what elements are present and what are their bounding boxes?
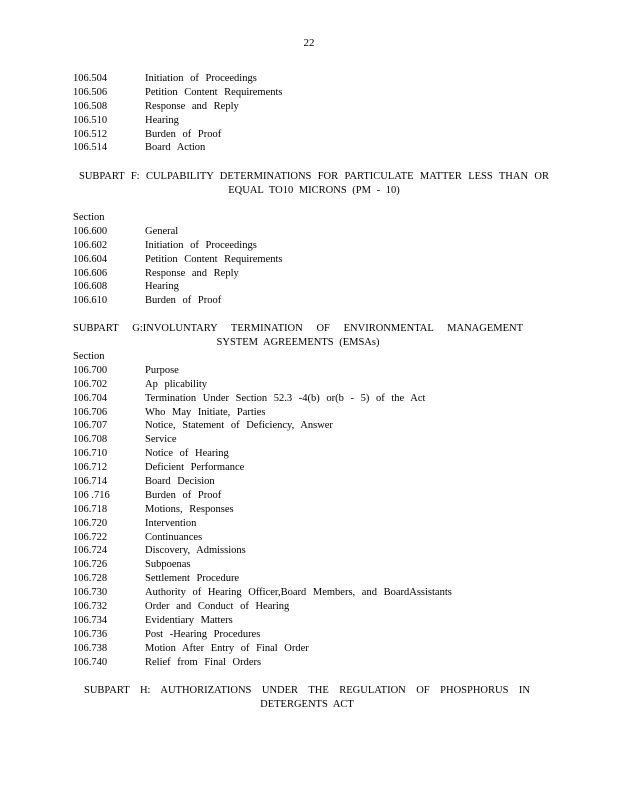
section-title: Relief from Final Orders bbox=[145, 656, 262, 668]
section-title: Authority of Hearing Officer,Board Members, and BoardAssistants bbox=[145, 587, 452, 599]
section-title: Service bbox=[145, 434, 177, 446]
section-title: Ap plicability bbox=[145, 378, 208, 390]
list-item bbox=[73, 419, 553, 433]
section-number: 106.714 bbox=[73, 476, 108, 488]
section-number: 106.506 bbox=[73, 86, 108, 98]
section-number: 106.707 bbox=[73, 420, 108, 432]
page-number: 22 bbox=[303, 37, 315, 49]
section-title: Petition Content Requirements bbox=[145, 86, 283, 98]
list-item bbox=[73, 656, 553, 670]
list-item bbox=[73, 517, 553, 531]
list-item bbox=[73, 503, 553, 517]
section-title: Hearing bbox=[145, 114, 179, 126]
list-item bbox=[73, 141, 553, 155]
section-number: 106 .716 bbox=[73, 489, 110, 501]
section-title: Initiation of Proceedings bbox=[145, 239, 257, 251]
list-item bbox=[73, 572, 553, 586]
section-title: Subpoenas bbox=[145, 559, 191, 571]
list-item bbox=[73, 86, 553, 100]
section-number: 106.600 bbox=[73, 225, 108, 237]
section-number: 106.732 bbox=[73, 601, 108, 613]
list-item bbox=[73, 100, 553, 114]
section-number: 106.720 bbox=[73, 517, 108, 529]
section-number: 106.602 bbox=[73, 239, 108, 251]
section-title: Petition Content Requirements bbox=[145, 253, 283, 265]
list-item bbox=[73, 544, 553, 558]
section-number: 106.512 bbox=[73, 128, 108, 140]
list-item bbox=[73, 489, 553, 503]
list-item bbox=[73, 225, 553, 239]
section-number: 106.710 bbox=[73, 448, 108, 460]
section-title: Settlement Procedure bbox=[145, 573, 240, 585]
section-number: 106.510 bbox=[73, 114, 108, 126]
list-item bbox=[73, 642, 553, 656]
section-title: Burden of Proof bbox=[145, 128, 222, 140]
section-number: 106.736 bbox=[73, 628, 108, 640]
list-item bbox=[73, 239, 553, 253]
list-item bbox=[73, 433, 553, 447]
list-item bbox=[73, 586, 553, 600]
section-number: 106.702 bbox=[73, 378, 108, 390]
section-number: 106.608 bbox=[73, 281, 108, 293]
section-title: Motion After Entry of Final Order bbox=[145, 642, 309, 654]
list-item bbox=[73, 253, 553, 267]
section-title: Who May Initiate, Parties bbox=[145, 406, 266, 418]
section-number: 106.514 bbox=[73, 142, 108, 154]
section-number: 106.604 bbox=[73, 253, 108, 265]
section-label: Section bbox=[73, 351, 105, 362]
section-number: 106.730 bbox=[73, 587, 108, 599]
section-title: Burden of Proof bbox=[145, 489, 222, 501]
subpart-f-heading: SUBPART F: CULPABILITY DETERMINATIONS FOR PARTICULATE MATTER LESS THAN OR EQUAL TO10 MICRONS (PM - 10) bbox=[79, 171, 549, 196]
section-list-subpart-f bbox=[73, 211, 553, 308]
list-item bbox=[73, 447, 553, 461]
section-number: 106.610 bbox=[73, 295, 108, 307]
section-number: 106.712 bbox=[73, 462, 108, 474]
section-title: Termination Under Section 52.3 -4(b) or(b - 5) of the Act bbox=[145, 392, 426, 404]
section-list-subpart-g bbox=[73, 350, 553, 669]
list-item bbox=[73, 267, 553, 281]
section-number: 106.724 bbox=[73, 545, 108, 557]
section-title: Intervention bbox=[145, 517, 197, 529]
subpart-g-heading: SUBPART G:INVOLUNTARY TERMINATION OF ENVIRONMENTAL MANAGEMENT SYSTEM AGREEMENTS (EMSAs) bbox=[73, 323, 523, 348]
section-number: 106.740 bbox=[73, 656, 108, 668]
section-title: Continuances bbox=[145, 531, 203, 543]
list-item bbox=[73, 406, 553, 420]
section-number: 106.728 bbox=[73, 573, 108, 585]
section-title: Deficient Performance bbox=[145, 462, 245, 474]
list-item bbox=[73, 72, 553, 86]
section-number: 106.508 bbox=[73, 100, 108, 112]
subpart-h-heading: SUBPART H: AUTHORIZATIONS UNDER THE REGULATION OF PHOSPHORUS IN DETERGENTS ACT bbox=[84, 685, 530, 710]
section-title: Response and Reply bbox=[145, 100, 239, 112]
list-item bbox=[73, 378, 553, 392]
section-number: 106.718 bbox=[73, 503, 108, 515]
list-item bbox=[73, 614, 553, 628]
section-number: 106.708 bbox=[73, 434, 108, 446]
list-item bbox=[73, 531, 553, 545]
list-item bbox=[73, 114, 553, 128]
section-number: 106.504 bbox=[73, 73, 108, 84]
list-item bbox=[73, 461, 553, 475]
list-item bbox=[73, 558, 553, 572]
section-number: 106.706 bbox=[73, 406, 108, 418]
section-label: Section bbox=[73, 212, 105, 223]
list-item bbox=[73, 364, 553, 378]
section-title: Order and Conduct of Hearing bbox=[145, 601, 290, 613]
section-list-subpart-e bbox=[73, 72, 553, 155]
section-title: Purpose bbox=[145, 364, 179, 376]
list-item bbox=[73, 128, 553, 142]
list-item bbox=[73, 392, 553, 406]
section-title: Discovery, Admissions bbox=[145, 545, 246, 557]
section-title: Board Decision bbox=[145, 476, 215, 488]
section-title: Initiation of Proceedings bbox=[145, 73, 257, 84]
list-item bbox=[73, 475, 553, 489]
list-item bbox=[73, 628, 553, 642]
list-item bbox=[73, 600, 553, 614]
section-number: 106.738 bbox=[73, 642, 108, 654]
section-title: Hearing bbox=[145, 281, 179, 293]
section-title: Motions, Responses bbox=[145, 503, 234, 515]
list-item bbox=[73, 294, 553, 308]
section-title: Board Action bbox=[145, 142, 206, 154]
section-title: Response and Reply bbox=[145, 267, 239, 279]
section-number: 106.722 bbox=[73, 531, 108, 543]
section-title: Burden of Proof bbox=[145, 295, 222, 307]
section-number: 106.700 bbox=[73, 364, 108, 376]
section-number: 106.734 bbox=[73, 614, 108, 626]
section-title: Notice of Hearing bbox=[145, 448, 229, 460]
section-number: 106.704 bbox=[73, 392, 108, 404]
section-number: 106.606 bbox=[73, 267, 108, 279]
list-item bbox=[73, 280, 553, 294]
section-number: 106.726 bbox=[73, 559, 108, 571]
section-title: Evidentiary Matters bbox=[145, 614, 233, 626]
section-title: Post -Hearing Procedures bbox=[145, 628, 261, 640]
section-title: Notice, Statement of Deficiency, Answer bbox=[145, 420, 333, 432]
section-title: General bbox=[145, 225, 179, 237]
